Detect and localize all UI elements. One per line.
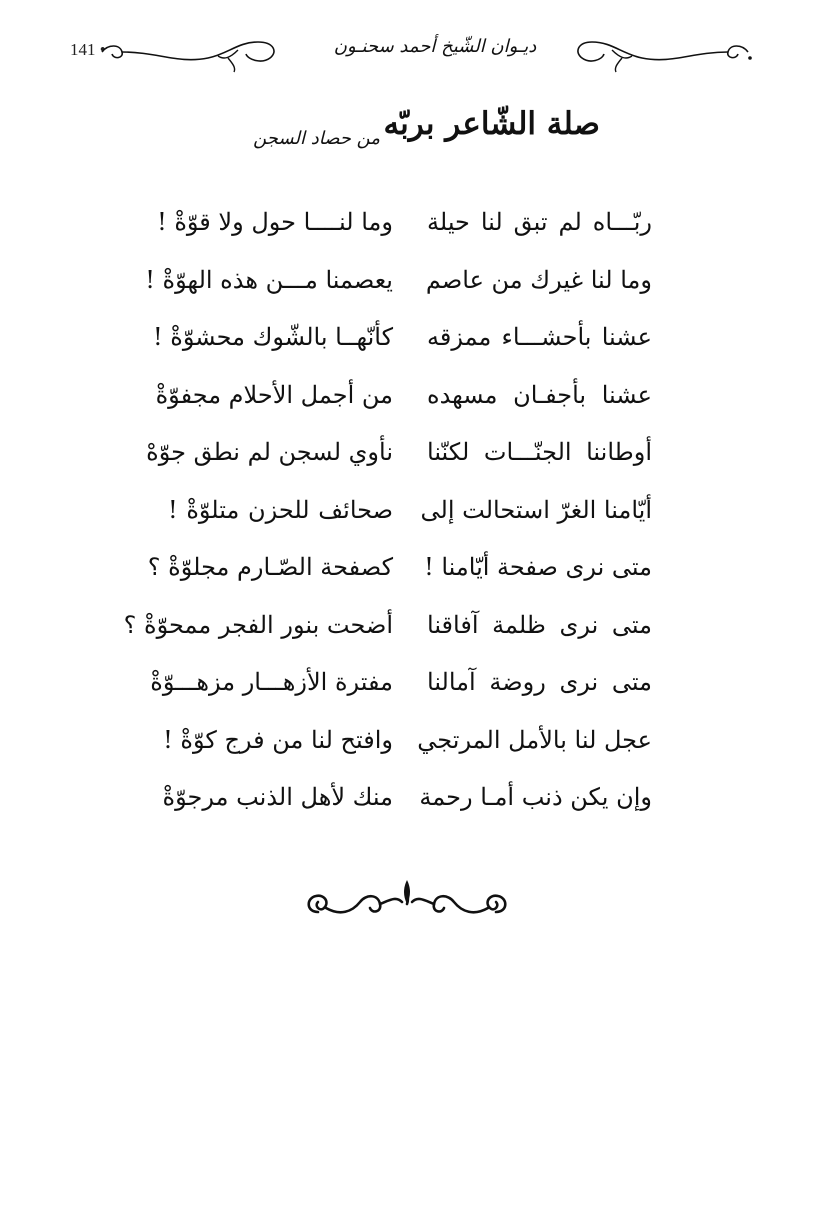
- verse: [160, 496, 660, 554]
- verse-second-hemistich: من أجمل الأحلام مجفوّةْ: [155, 380, 393, 409]
- verse-first-hemistich: وما لنا غيرك من عاصم: [425, 265, 652, 294]
- poem-subtitle: من حصاد السجن: [253, 128, 380, 149]
- verse-second-hemistich: وافتح لنا من فرج كوّةْ !: [163, 725, 393, 754]
- verse: [147, 553, 660, 611]
- verse: [152, 323, 660, 381]
- verse-first-hemistich: عشنا بأحشـــاء ممزقه: [427, 323, 652, 351]
- verse: [155, 380, 660, 439]
- verse-first-hemistich: متى نرى ظلمة آفاقنا: [427, 610, 652, 639]
- header-right-ornament: [572, 28, 752, 74]
- verse-first-hemistich: وإن يكن ذنب أمـا رحمة: [419, 783, 652, 811]
- verse-second-hemistich: مفترة الأزهـــار مزهـــوّةْ: [150, 668, 393, 696]
- verse-second-hemistich: وما لنــــا حول ولا قوّةْ !: [157, 208, 393, 236]
- verse-first-hemistich: متى نرى صفحة أيّامنا !: [424, 553, 652, 581]
- verse-first-hemistich: أيّامنا الغرّ استحالت إلى: [420, 495, 652, 524]
- verse-second-hemistich: كأنّهــا بالشّوك محشوّةْ !: [152, 323, 393, 351]
- verse-second-hemistich: صحائف للحزن متلوّةْ !: [168, 495, 393, 524]
- verse: [146, 438, 660, 496]
- verse-first-hemistich: متى نرى روضة آمالنا: [427, 668, 652, 696]
- verse-second-hemistich: يعصمنا مـــن هذه الهوّةْ !: [145, 265, 393, 294]
- verse-first-hemistich: أوطاننا الجنّـــات لكنّنا: [427, 438, 652, 466]
- verse-second-hemistich: نأوي لسجن لم نطق جوّهْ: [146, 438, 393, 466]
- verse-second-hemistich: منك لأهل الذنب مرجوّةْ: [162, 783, 393, 811]
- verse: [150, 668, 660, 726]
- verse-second-hemistich: أضحت بنور الفجر ممحوّةْ ؟: [123, 610, 393, 639]
- end-ornament: [300, 878, 515, 928]
- verse: [157, 208, 660, 266]
- verse: [160, 726, 660, 784]
- verse: [160, 783, 660, 841]
- verse: [145, 265, 660, 324]
- verse-first-hemistich: عجل لنا بالأمل المرتجي: [417, 725, 652, 754]
- verse-first-hemistich: ربّـــاه لم تبق لنا حيلة: [427, 208, 652, 236]
- page-number: 141 •: [70, 40, 106, 59]
- verse: [123, 610, 660, 669]
- header-left-ornament: [98, 28, 283, 74]
- verse-first-hemistich: عشنا بأجفـان مسهده: [427, 380, 652, 409]
- poem-title: صلة الشّاعر بربّه: [383, 106, 600, 142]
- poem: [123, 208, 660, 841]
- verse-second-hemistich: كصفحة الصّـارم مجلوّةْ ؟: [147, 553, 393, 581]
- running-head: ديـوان الشّيخ أحمد سحنـون: [333, 36, 537, 57]
